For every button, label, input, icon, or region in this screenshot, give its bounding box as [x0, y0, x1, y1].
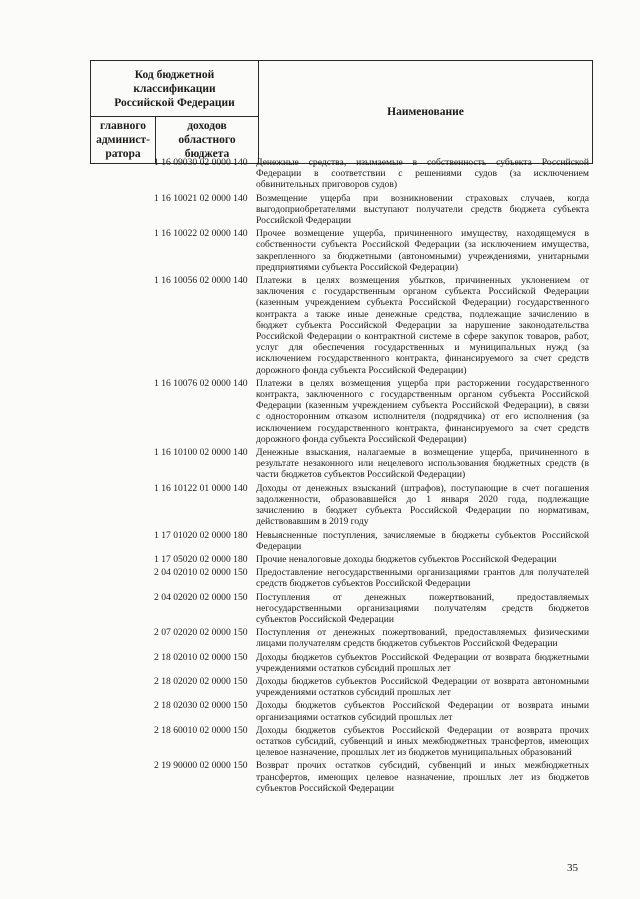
name-cell	[256, 157, 589, 191]
name-line: организациями остатков субсидий прошлых лет	[256, 711, 453, 723]
name-line: части бюджетов субъектов Российской Федерации)	[256, 469, 466, 481]
name-line: задолженности, образовавшейся до 1 января 2020 года, подлежащие	[256, 493, 589, 505]
name-line: трансфертов, имеющих целевое назначение, прошлых лет из бюджетов	[256, 771, 589, 783]
income-code-cell: 1 16 10022 02 0000 140	[154, 228, 248, 240]
name-line: контракта а также иные денежные средства, подлежащие зачислению в	[256, 308, 589, 320]
name-line: Невыясненные поступления, зачисляемые в бюджеты субъектов Российской	[256, 529, 589, 541]
header-line: главного	[99, 120, 147, 132]
header-line: ратора	[105, 148, 141, 160]
admin-code-cell	[90, 378, 154, 445]
name-cell	[256, 567, 589, 589]
name-cell	[256, 228, 589, 273]
name-line: предприятиями субъекта Российской Федерации)	[256, 261, 459, 273]
name-line: результате незаконного или нецелевого использования бюджетных средств (в	[256, 458, 589, 470]
name-line: собственности субъекта Российской Федерации (за исключением имущества,	[256, 239, 589, 251]
name-line: Денежные средства, изымаемые в собственность субъекта Российской	[256, 157, 589, 168]
income-code-cell: 2 18 02030 02 0000 150	[154, 700, 248, 712]
admin-code-cell	[90, 530, 154, 552]
header-line: админист-	[96, 134, 150, 146]
table-row	[90, 378, 590, 445]
name-column-header: Наименование	[259, 61, 593, 164]
table-row	[90, 627, 590, 649]
name-cell	[256, 760, 589, 794]
name-line: Доходы бюджетов субъектов Российской Федерации от возврата бюджетными	[256, 651, 589, 663]
income-code-cell: 1 17 05020 02 0000 180	[154, 553, 248, 565]
name-line: Федерации (казенным учреждением субъекта Российской Федерации), в связи	[256, 400, 589, 412]
income-code-cell: 1 16 10021 02 0000 140	[154, 192, 248, 204]
name-cell	[256, 676, 589, 698]
table-row	[90, 652, 590, 674]
name-line: Доходы бюджетов субъектов Российской Федерации от возврата автономными	[256, 675, 589, 687]
table-row	[90, 725, 590, 759]
admin-code-cell	[90, 228, 154, 273]
name-line: учреждениями остатков субсидий прошлых лет	[256, 662, 451, 674]
header-line: бюджета	[184, 148, 230, 160]
name-line: Российской Федерации	[256, 215, 351, 227]
admin-code-cell	[90, 483, 154, 528]
name-line: Доходы бюджетов субъектов Российской Федерации от возврата иными	[256, 700, 589, 712]
name-cell	[256, 378, 589, 445]
admin-code-cell	[90, 157, 154, 191]
name-line: (казенным учреждением субъекта Российской Федерации) государственного	[256, 297, 589, 309]
name-line: Поступления от денежных пожертвований, предоставляемых	[256, 591, 589, 603]
name-cell	[256, 483, 589, 528]
table-row	[90, 760, 590, 794]
admin-code-cell	[90, 592, 154, 626]
name-line: Предоставление негосударственными организациями грантов для получателей	[256, 567, 589, 579]
admin-code-cell	[90, 760, 154, 794]
table-row	[90, 530, 590, 552]
name-cell	[256, 652, 589, 674]
admin-code-cell	[90, 447, 154, 481]
name-cell	[256, 447, 589, 481]
table-row	[90, 700, 590, 722]
income-code-cell: 2 18 02010 02 0000 150	[154, 651, 248, 663]
admin-code-cell	[90, 725, 154, 759]
name-cell	[256, 627, 589, 649]
name-line: бюджет субъекта Российской Федерации за нарушение законодательства	[256, 319, 589, 331]
name-line: услуг для обеспечения государственных и муниципальных нужд (за	[256, 342, 589, 354]
income-code-cell: 2 07 02020 02 0000 150	[154, 627, 248, 639]
income-code-cell: 1 16 10100 02 0000 140	[154, 447, 248, 459]
name-line: обвинительных приговоров судов)	[256, 179, 398, 191]
header-line: доходов	[187, 120, 227, 132]
table-row	[90, 447, 590, 481]
admin-code-cell	[90, 676, 154, 698]
admin-code-cell	[90, 627, 154, 649]
admin-code-cell	[90, 567, 154, 589]
admin-code-cell	[90, 554, 154, 565]
header-line: областного	[178, 134, 236, 146]
name-line: Федерации в соответствии с решениями судов (за исключением	[256, 168, 589, 180]
income-code-cell: 2 18 02020 02 0000 150	[154, 675, 248, 687]
table-row	[90, 228, 590, 273]
name-line: Прочие неналоговые доходы бюджетов субъектов Российской Федерации	[256, 553, 557, 565]
page-number: 35	[567, 862, 578, 874]
name-cell	[256, 530, 589, 552]
name-line: Поступления от денежных пожертвований, предоставляемых физическими	[256, 627, 589, 639]
header-line: классификации	[133, 82, 216, 95]
name-line: выгодоприобретателями выступают получатели средств бюджета субъекта	[256, 203, 589, 215]
name-cell	[256, 275, 589, 376]
admin-code-cell	[90, 275, 154, 376]
name-line: субъектов Российской Федерации	[256, 782, 394, 794]
income-code-cell: 1 16 10056 02 0000 140	[154, 275, 248, 287]
name-cell	[256, 725, 589, 759]
name-cell	[256, 554, 589, 565]
name-line: Доходы от денежных взысканий (штрафов), поступающие в счет погашения	[256, 482, 589, 494]
name-line: заключения с государственным органом субъекта Российской Федерации	[256, 286, 589, 298]
income-code-cell: 2 19 90000 02 0000 150	[154, 760, 248, 772]
table-header	[90, 60, 593, 164]
header-line: Российской Федерации	[114, 96, 235, 109]
name-line: с односторонним отказом исполнителя (подрядчика) от его исполнения (за	[256, 411, 589, 423]
income-code-cell: 2 04 02010 02 0000 150	[154, 567, 248, 579]
name-line: Платежи в целях возмещения ущерба при расторжении государственного	[256, 377, 589, 389]
name-line: исключением государственного контракта, финансируемого за счет средств	[256, 422, 589, 434]
income-code-cell: 2 18 60010 02 0000 150	[154, 724, 248, 736]
table-body	[90, 157, 590, 796]
header-line: Код бюджетной	[134, 68, 215, 81]
admin-code-cell	[90, 193, 154, 227]
name-line: действовавшим в 2019 году	[256, 516, 369, 528]
income-code-cell: 1 17 01020 02 0000 180	[154, 529, 248, 541]
name-line: исключением государственного контракта, финансируемого за счет средств	[256, 353, 589, 365]
table-row	[90, 592, 590, 626]
name-line: субъектов Российской Федерации	[256, 613, 394, 625]
name-line: Доходы бюджетов субъектов Российской Федерации от возврата прочих	[256, 724, 589, 736]
name-line: Российской Федерации о контрактной системе в сфере закупок товаров, работ,	[256, 331, 589, 343]
name-line: учреждениями остатков субсидий прошлых лет	[256, 687, 451, 699]
income-code-cell: 1 16 09030 02 0000 140	[154, 157, 248, 168]
income-code-cell: 1 16 10076 02 0000 140	[154, 377, 248, 389]
name-line: средств бюджетов субъектов Российской Федерации	[256, 578, 471, 590]
name-line: Прочее возмещение ущерба, причиненного имуществу, находящемуся в	[256, 228, 589, 240]
table-row	[90, 275, 590, 376]
table-row	[90, 193, 590, 227]
table-row	[90, 157, 590, 191]
name-line: закрепленного за бюджетными (автономными) учреждениями, унитарными	[256, 250, 589, 262]
name-line: лицами получателям средств бюджетов субъектов Российской Федерации	[256, 638, 558, 650]
name-cell	[256, 700, 589, 722]
name-line: контракта, заключенного с государственным органом субъекта Российской	[256, 389, 589, 401]
admin-code-cell	[90, 700, 154, 722]
name-line: Денежные взыскания, налагаемые в возмещение ущерба, причиненного в	[256, 447, 589, 459]
name-line: Возмещение ущерба при возникновении страховых случаев, когда	[256, 192, 589, 204]
table-row	[90, 483, 590, 528]
name-cell	[256, 592, 589, 626]
name-line: дорожного фонда субъекта Российской Федерации)	[256, 364, 467, 376]
name-line: негосударственными организациями получателям средств бюджетов	[256, 602, 589, 614]
name-line: зачислению в бюджет субъекта Российской Федерации по нормативам,	[256, 505, 589, 517]
name-line: Возврат прочих остатков субсидий, субвенций и иных межбюджетных	[256, 760, 589, 772]
table-row	[90, 676, 590, 698]
name-line: Платежи в целях возмещения убытков, причиненных уклонением от	[256, 275, 589, 287]
admin-code-cell	[90, 652, 154, 674]
name-line: остатков субсидий, субвенций и иных межбюджетных трансфертов, имеющих	[256, 735, 589, 747]
table-row	[90, 567, 590, 589]
income-code-cell: 2 04 02020 02 0000 150	[154, 591, 248, 603]
name-line: целевое назначение, прошлых лет из бюджетов муниципальных образований	[256, 747, 572, 759]
table-row	[90, 554, 590, 565]
budget-classification-header	[91, 61, 259, 117]
name-cell	[256, 193, 589, 227]
name-line: дорожного фонда субъекта Российской Федерации)	[256, 433, 467, 445]
name-line: Федерации	[256, 540, 302, 552]
income-code-cell: 1 16 10122 01 0000 140	[154, 482, 248, 494]
